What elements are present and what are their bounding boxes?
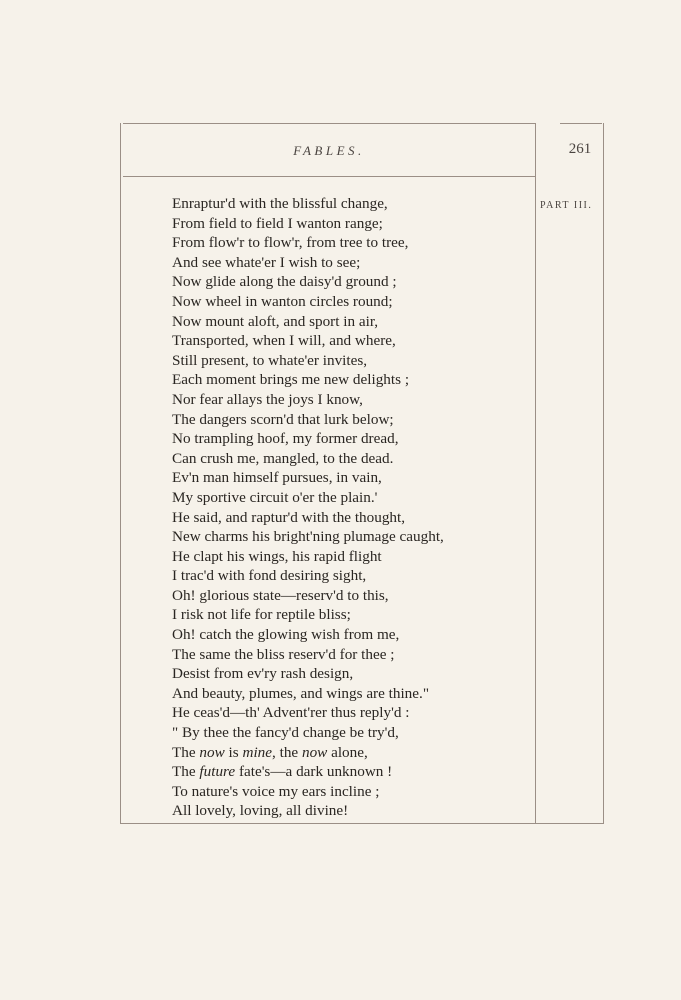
line-text: Each moment brings me new delights ;: [172, 371, 410, 389]
line-text: From field to field I wanton range;: [172, 214, 383, 232]
line-text: Nor fear allays the joys I know,: [172, 390, 363, 408]
line-text: The dangers scorn'd that lurk below;: [172, 410, 394, 428]
line-text: alone,: [327, 743, 368, 761]
line-text: He ceas'd—th' Advent'rer thus reply'd :: [172, 704, 410, 722]
poem-line: [172, 723, 532, 743]
poem-line: [172, 547, 532, 567]
top-rule-margin: [560, 123, 602, 124]
line-text: Transported, when I will, and where,: [172, 332, 396, 350]
line-text: Desist from ev'ry rash design,: [172, 665, 354, 683]
poem-line: [172, 488, 532, 508]
line-text: From flow'r to flow'r, from tree to tree,: [172, 234, 409, 252]
italic-word: future: [199, 763, 236, 781]
top-rule: [123, 123, 535, 124]
poem-line: [172, 390, 532, 410]
line-text: And beauty, plumes, and wings are thine.": [172, 684, 430, 702]
header-rule: [123, 176, 536, 177]
line-text: Now wheel in wanton circles round;: [172, 292, 393, 310]
line-text: He said, and raptur'd with the thought,: [172, 508, 406, 526]
line-text: fate's—a dark unknown !: [235, 763, 393, 781]
poem-line: [172, 331, 532, 351]
line-text: is: [224, 743, 243, 761]
poem-line: [172, 782, 532, 802]
poem-line: [172, 527, 532, 547]
margin-rule: [535, 123, 536, 823]
poem-line: [172, 625, 532, 645]
line-text: , the: [272, 743, 302, 761]
line-text: I trac'd with fond desiring sight,: [172, 567, 367, 585]
poem-line: [172, 566, 532, 586]
line-text: New charms his bright'ning plumage caught,: [172, 528, 444, 546]
poem-line: [172, 410, 532, 430]
line-text: Oh! catch the glowing wish from me,: [172, 626, 400, 644]
line-text: Enraptur'd with the blissful change,: [172, 195, 388, 212]
poem-line: [172, 214, 532, 234]
line-text: My sportive circuit o'er the plain.': [172, 488, 378, 506]
poem-line: [172, 351, 532, 371]
poem-text: [172, 194, 532, 821]
poem-line: [172, 233, 532, 253]
line-text: The: [172, 743, 200, 761]
line-text: I risk not life for reptile bliss;: [172, 606, 351, 624]
line-text: Now glide along the daisy'd ground ;: [172, 273, 397, 291]
italic-word: mine: [242, 743, 273, 761]
poem-line: [172, 292, 532, 312]
poem-line: [172, 684, 532, 704]
line-text: No trampling hoof, my former dread,: [172, 430, 399, 448]
line-text: The same the bliss reserv'd for thee ;: [172, 645, 395, 663]
poem-line: [172, 664, 532, 684]
poem-line: [172, 253, 532, 273]
line-text: Now mount aloft, and sport in air,: [172, 312, 379, 330]
poem-line: [172, 762, 532, 782]
poem-line: [172, 508, 532, 528]
part-label: PART III.: [540, 200, 593, 211]
poem-line: [172, 194, 532, 214]
running-title: FABLES.: [293, 143, 365, 158]
italic-word: now: [301, 743, 328, 761]
line-text: Can crush me, mangled, to the dead.: [172, 449, 394, 467]
line-text: " By thee the fancy'd change be try'd,: [172, 724, 399, 742]
italic-word: now: [199, 743, 225, 761]
poem-line: [172, 312, 532, 332]
poem-line: [172, 703, 532, 723]
poem-line: [172, 645, 532, 665]
line-text: Oh! glorious state—reserv'd to this,: [172, 586, 389, 604]
line-text: And see whate'er I wish to see;: [172, 253, 361, 271]
line-text: The: [172, 763, 200, 781]
poem-line: [172, 605, 532, 625]
poem-line: [172, 586, 532, 606]
poem-line: [172, 370, 532, 390]
page-number: 261: [568, 141, 592, 157]
poem-line: [172, 743, 532, 763]
poem-line: [172, 429, 532, 449]
poem-line: [172, 449, 532, 469]
line-text: Still present, to whate'er invites,: [172, 351, 368, 369]
line-text: Ev'n man himself pursues, in vain,: [172, 469, 382, 487]
poem-line: [172, 272, 532, 292]
line-text: All lovely, loving, all divine!: [172, 802, 349, 820]
poem-line: [172, 801, 532, 821]
poem-line: [172, 468, 532, 488]
line-text: To nature's voice my ears incline ;: [172, 782, 380, 800]
line-text: He clapt his wings, his rapid flight: [172, 547, 382, 565]
